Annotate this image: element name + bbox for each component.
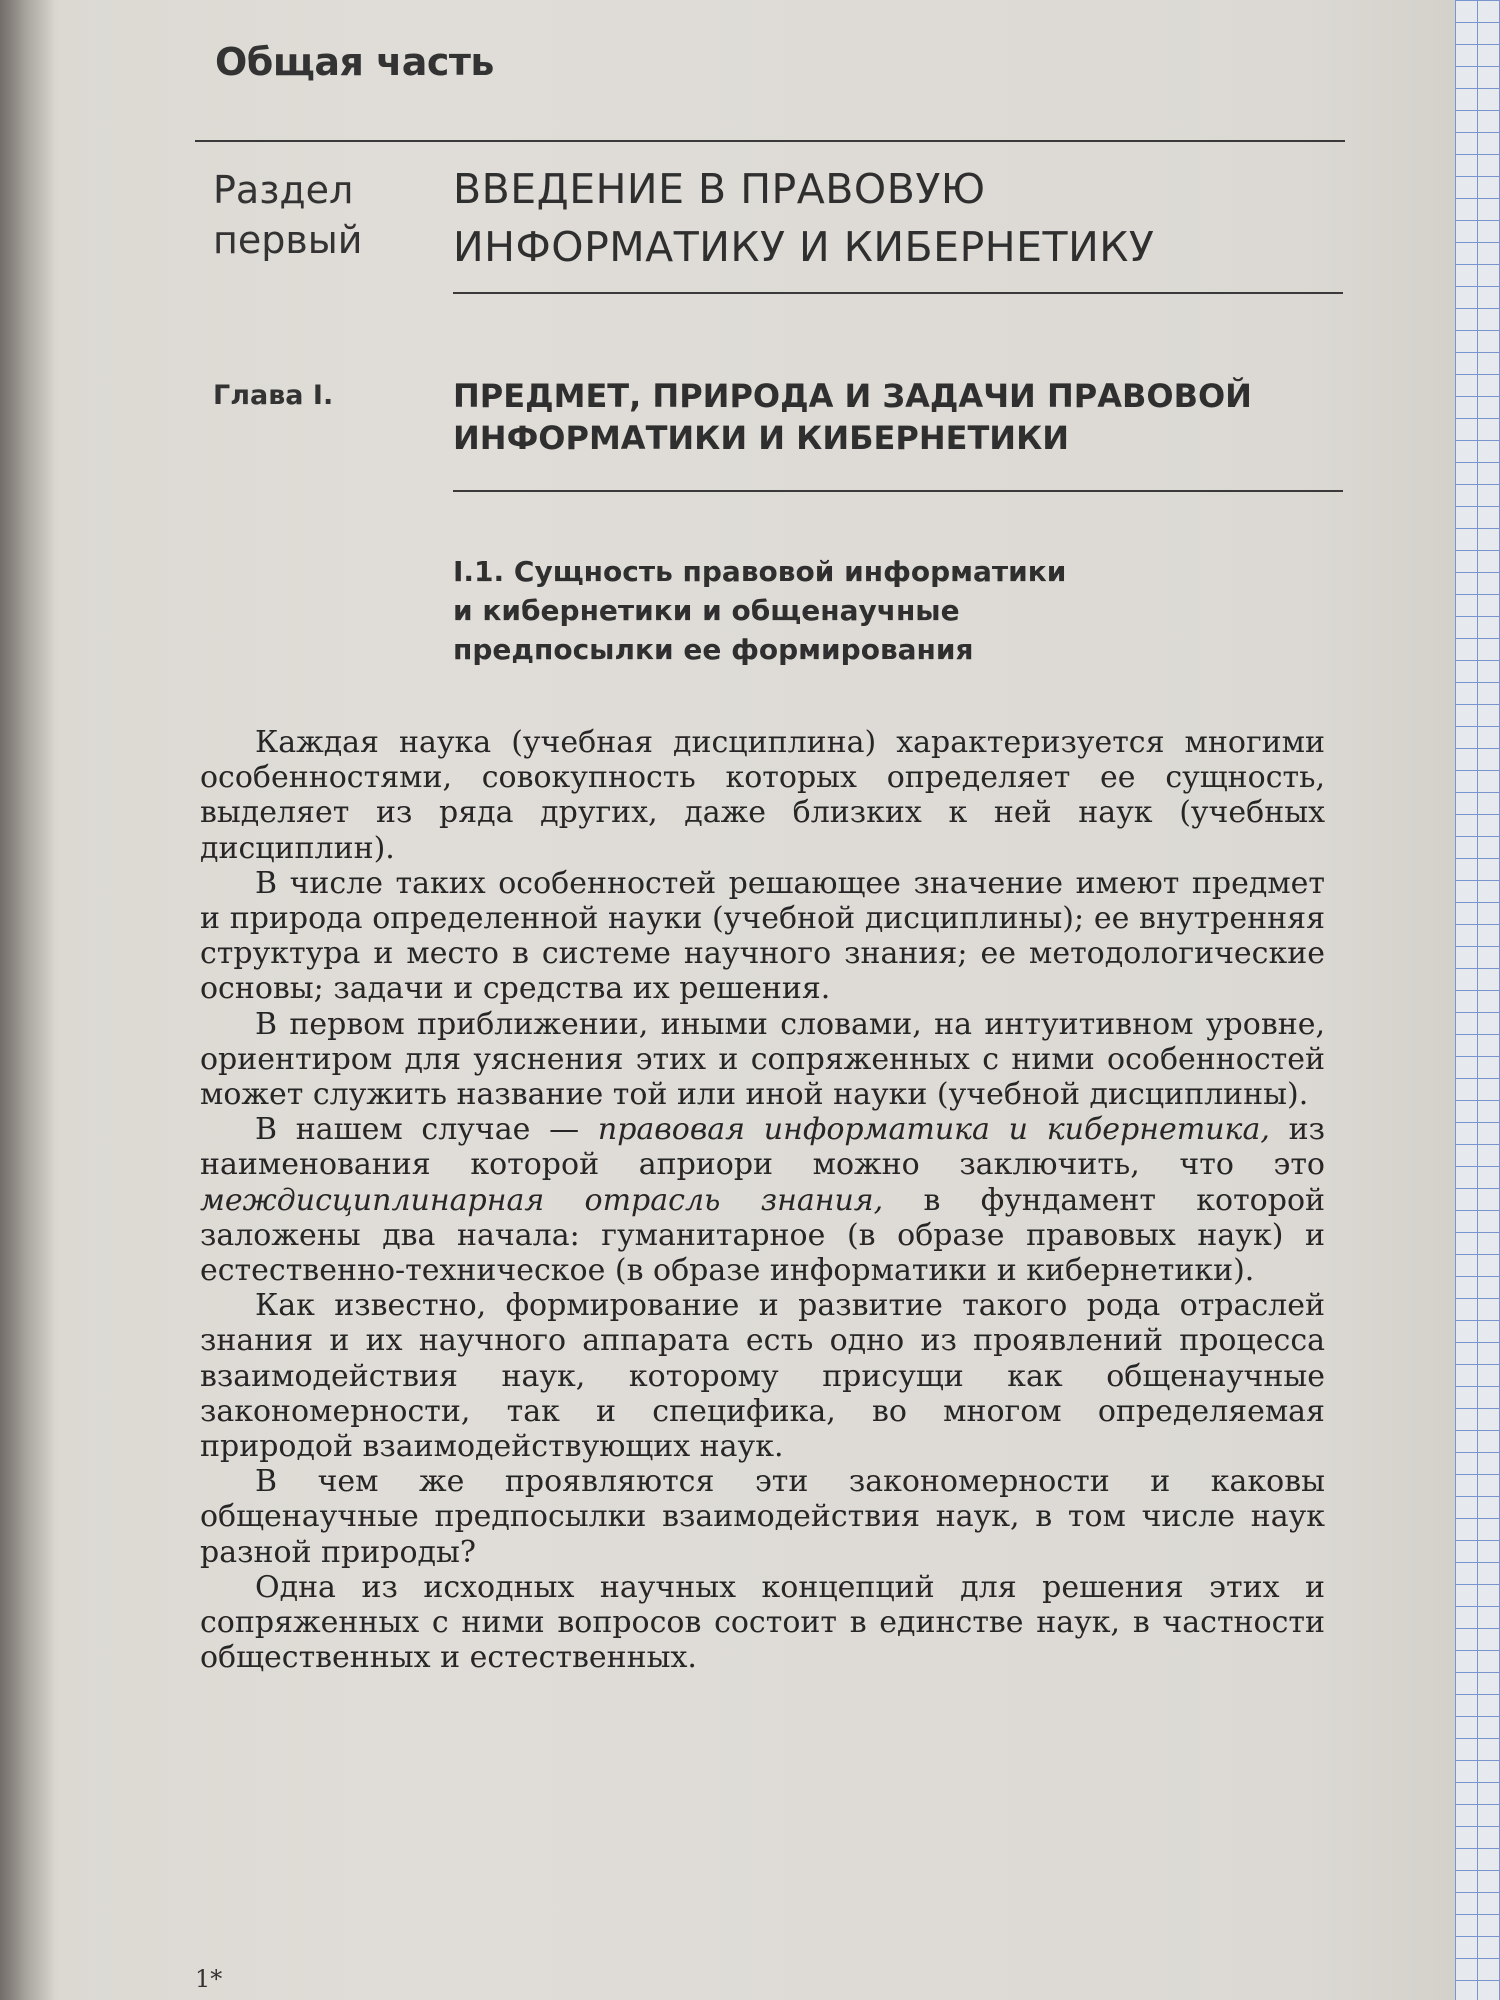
section-title [453,160,1154,276]
paragraph: Как известно, формирование и развитие такого рода отраслей знания и их научного аппарата есть одно из проявлений процесса взаимодействия наук, которому присущи как общенаучные закономерности, так и специфика, во многом определяемая природой взаимодействующих наук. [200,1288,1325,1465]
chapter-title-line2: ИНФОРМАТИКИ И КИБЕРНЕТИКИ [453,419,1069,457]
paragraph: В числе таких особенностей решающее значение имеют предмет и природа определенной науки (учебной дисциплины); ее внутренняя структура и место в системе научного знания; ее методологические основы; задачи и средства их решения. [200,865,1325,1007]
signature-mark: 1* [195,1965,223,1993]
paragraph: В чем же проявляются эти закономерности и каковы общенаучные предпосылки взаимодействия наук, в том числе наук разной природы? [200,1464,1325,1570]
paragraph-text: из наименования которой априори можно заключить, что это [200,1112,1325,1183]
section-label [213,165,362,265]
section-label-line2: первый [213,218,363,262]
subsection-title-line3: предпосылки ее формирования [453,633,974,666]
section-title-line1: ВВЕДЕНИЕ В ПРАВОВУЮ [453,165,986,213]
subsection-title-line2: и кибернетики и общенаучные [453,594,960,627]
chapter-title-line1: ПРЕДМЕТ, ПРИРОДА И ЗАДАЧИ ПРАВОВОЙ [453,377,1252,415]
top-rule [195,140,1345,142]
section-rule [453,292,1343,294]
italic-term: правовая информатика и кибернетика, [597,1112,1270,1148]
paragraph-text: В нашем случае — [255,1112,598,1148]
italic-term: междисциплинарная отрасль знания, [200,1182,884,1218]
paragraph: В первом приближении, иными словами, на интуитивном уровне, ориентиром для уяснения этих и сопряженных с ними особенностей может служить название той или иной науки (учебной дисциплины). [200,1006,1325,1113]
section-label-line1: Раздел [213,168,354,212]
part-title: Общая часть [215,40,494,84]
paragraph: Каждая наука (учебная дисциплина) характеризуется многими особенностями, совокупность которых определяет ее сущность, выделяет из ряда других, даже близких к ней наук (учебных дисциплин). [200,725,1325,866]
section-title-line2: ИНФОРМАТИКУ И КИБЕРНЕТИКУ [453,223,1155,271]
paragraph-text: в фундамент которой заложены два начала: гуманитарное (в образе правовых наук) и естественно-техническое (в образе информатики и кибернетики). [200,1182,1325,1289]
page-content [195,30,1345,1993]
subsection-title [453,552,1253,669]
book-gutter-shadow [0,0,55,2000]
body-text [200,725,1325,1675]
subsection-title-line1: I.1. Сущность правовой информатики [453,555,1067,588]
grid-paper-edge [1455,0,1500,2000]
chapter-label: Глава I. [213,380,334,411]
chapter-title [453,375,1252,459]
paragraph [200,1112,1325,1288]
chapter-rule [453,490,1343,492]
paragraph: Одна из исходных научных концепций для решения этих и сопряженных с ними вопросов состоит в единстве наук, в частности общественных и естественных. [200,1569,1325,1676]
